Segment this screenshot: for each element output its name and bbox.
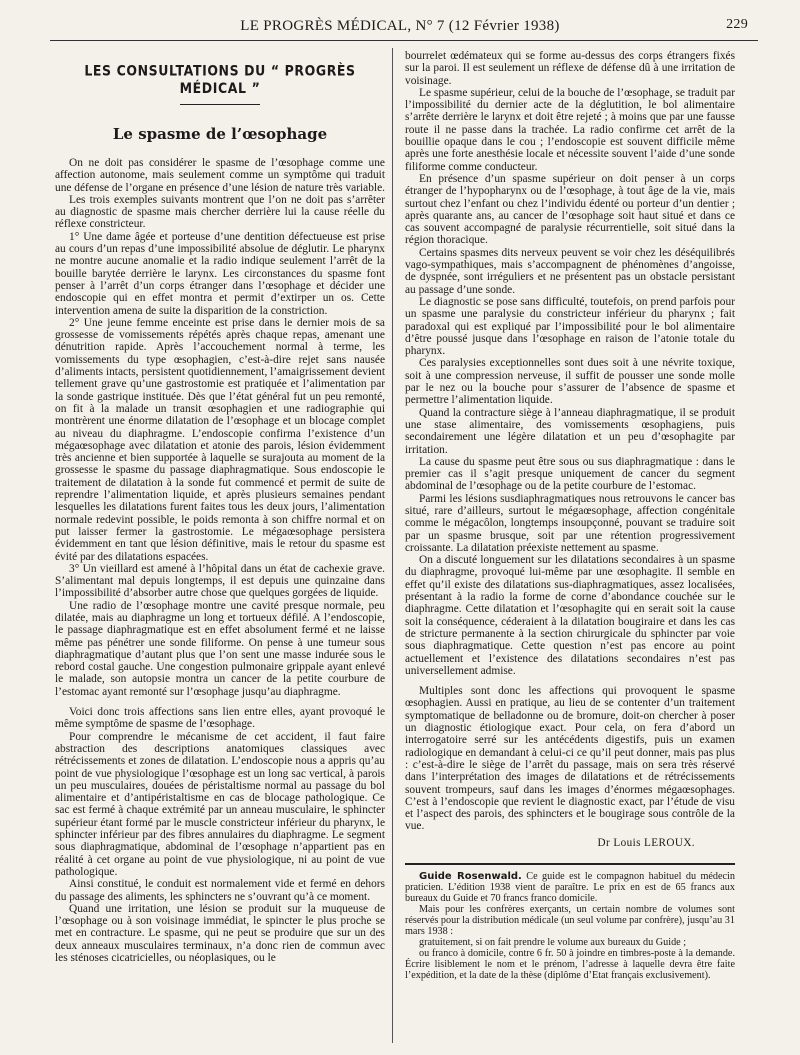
paragraph: Pour comprendre le mécanisme de cet accident, il faut faire abstraction des descriptions anatomiques classiques avec rétrécissements et zones de dilatation. L’endoscopie nous a appris qu’au point de vue physiologique l’œsophage est un long sac vertical, à parois un peu musculaires, douées de péristaltisme normal au passage du bol alimentaire et d’antipéristaltisme en cas de blocage pathologique. Ce sac est fermé à chaque extrémité par un anneau musculaire, le sphincter supérieur étant formé par le muscle constricteur inférieur du pharynx, le sphincter inférieur par des fibres annulaires du diaphragme. Le segment sous diaphragmatique, abdominal de l’œsophage n’appartient pas en réalité à cet organe au point de vue physiologique, ni au point de vue pathologique. bbox=[55, 730, 385, 878]
paragraph: En présence d’un spasme supérieur on doit penser à un corps étranger de l’hypopharynx ou de l’œsophage, à tout âge de la vie, mais surtout chez l’enfant ou chez l’individu édenté ou porteur d’un dentier ; après quarante ans, au cancer de l’œsophage soit haut situé et dans ce cas souvent accompagné de paralysie récurrentielle, soit situé dans la région thoracique. bbox=[405, 172, 735, 247]
notice-paragraph: gratuitement, si on fait prendre le volume aux bureaux du Guide ; bbox=[419, 936, 687, 948]
header-rule bbox=[50, 40, 758, 41]
paragraph: Le spasme supérieur, celui de la bouche de l’œsophage, se traduit par l’impossibilité du dernier acte de la déglutition, le bol alimentaire s’arrête derrière le larynx et doit être rejeté ; à moins que par une fausse route il ne passe dans la trachée. La radio confirme cet arrêt de la bouillie opaque dans le cou ; l’endoscopie est souvent difficile même après une forte anesthésie locale et nécessite souvent l’aide d’une sonde filiforme comme conducteur. bbox=[405, 86, 735, 173]
paragraph: Quand une irritation, une lésion se produit sur la muqueuse de l’œsophage ou à son voisinage immédiat, le spincter le plus proche se met en contracture. Le spasme, qui ne peut se produire que sur un des deux anneaux musculaires terminaux, n’a donc rien de commun avec les sténoses cicatricielles, ou néoplasiques, ou le bbox=[55, 902, 385, 964]
paragraph: 1° Une dame âgée et porteuse d’une dentition défectueuse est prise au cours d’un repas d’une impossibilité absolue de déglutir. Le pharynx ne montre aucune anomalie et la radio indique seulement l’arrêt de la bouille barytée derrière le larynx. Les circonstances du spasme font penser à l’arrêt d’un corps étranger dans l’œsophage et décider une endoscopie qui en effet montra et permit d’extirper un os. Cette intervention amena de suite la disparition de la constriction. bbox=[55, 230, 385, 317]
paragraph: 2° Une jeune femme enceinte est prise dans le dernier mois de sa grossesse de vomissements répétés après chaque repas, amenant une dénutrition rapide. Après l’accouchement normal à terme, les vomissements du type œsophagien, c’est-à-dire rejet sans nausée d’aliments intacts, persistent quotidiennement, l’amaigrissement devient tellement grave qu’une gastrostomie est pratiquée et l’alimentation par la sonde gastrique instituée. Dès que l’état général fut un peu remonté, on fit à la malade un transit œsophagien et une radiographie qui montrèrent une énorme dilatation de l’œsophage et un blocage complet au niveau du diaphragme. L’endoscopie confirma l’existence d’un mégaœsophage avec dilatation et atonie des parois, lésion évidemment très ancienne et bien supportée à laquelle se surajouta au moment de la grossesse le spasme du passage diaphragmatique. Sous endoscopie le traitement de dilatation à la sonde fut commencé et permit de suite de reprendre l’alimentation liquide, et après plusieurs semaines pendant lesquelles les dilatations furent faites tous les deux jours, l’alimentation normale redevint possible, le poids remonta à son chiffre normal et on put laisser fermer la gastrostomie. Le mégaœsophage persistera évidemment en tant que lésion définitive, mais le retour du spasme est évité par des dilatations espacées. bbox=[55, 316, 385, 563]
notice-paragraph bbox=[405, 871, 735, 904]
paragraph: bourrelet œdémateux qui se forme au-dessus des corps étrangers fixés sur la paroi. Il est seulement un réflexe de défense dû à une irritation de voisinage. bbox=[405, 50, 735, 87]
paragraph: Une radio de l’œsophage montre une cavité presque normale, peu dilatée, mais au diaphragme un long et tortueux défilé. A l’endoscopie, le passage diaphragmatique est en effet absolument fermé et ne laisse même pas pénétrer une sonde filiforme. On pense à une tumeur sous diaphragmatique d’autant plus que l’on sent une masse indurée sous le rebord costal gauche. Une congestion pulmonaire grippale ayant enlevé le malade, son autopsie montra un cancer de la petite courbure de l’estomac ayant remonté sur l’œsophage jusqu’au diaphragme. bbox=[55, 599, 385, 698]
notice-lead: Guide Rosenwald. bbox=[419, 870, 522, 882]
paragraph: On a discuté longuement sur les dilatations secondaires à un spasme du diaphragme, provoqué lui-même par une œsophagite. Il semble en effet qu’il existe des dilatations sus-diaphragmatiques, assez localisées, présentant à la radio la forme de corne d’abondance couchée sur le diaphragme. Cette dilatation et l’œsophagite qui en serait soit la cause soit la conséquence, céderaient à la dilatation bougiraire et dans les cas de stricture permanente à la section chirurgicale du sphincter par voie sous diaphragmatique. Cette question n’est pas encore au point actuellement et l’existence des dilatations secondaires n’est pas universellement admise. bbox=[405, 554, 735, 677]
journal-title: LE PROGRÈS MÉDICAL, N° 7 (12 Février 1938) bbox=[240, 17, 560, 34]
paragraph: Quand la contracture siège à l’anneau diaphragmatique, il se produit une stase alimentaire, des vomissements œsophagiens, puis secondairement une légère dilatation et un peu d’œsophagite par irritation. bbox=[405, 406, 735, 456]
notice-paragraph: Mais pour les confrères exerçants, un certain nombre de volumes sont réservés pour la distribution médicale (un seul volume par confrère), jusqu’au 31 mars 1938 : bbox=[405, 903, 735, 937]
paragraph: Parmi les lésions susdiaphragmatiques nous retrouvons le cancer bas situé, rare d’ailleurs, surtout le mégaœsophage, affection congénitale comme le mégacôlon, longtemps insoupçonné, pouvant se traduire soit par un spasme brusque, soit par une rétention progressivement croissante. La dilatation préexiste nettement au spasme. bbox=[405, 492, 735, 554]
paragraph: On ne doit pas considérer le spasme de l’œsophage comme une affection autonome, mais seulement comme un symptôme qui traduit une défense de l’organe en présence d’une lésion de nature très variable. bbox=[55, 157, 385, 194]
notice-paragraph: ou franco à domicile, contre 6 fr. 50 à joindre en timbres-poste à la demande. Écrire lisiblement le nom et le prénom, l’adresse à laquelle devra être faite l’expédition, et la date de la thèse (diplôme d’Etat français exclusivement). bbox=[405, 947, 735, 981]
paragraph: Multiples sont donc les affections qui provoquent le spasme œsophagien. Aussi en pratique, au lieu de se contenter d’un traitement symptomatique de belladonne ou de bromure, doit-on chercher à poser un diagnostic étiologique exact. Pour cela, on fera d’abord un interrogatoire serré sur les antécédents digestifs, puis un examen radiologique en demandant à celui-ci ce qu’il peut donner, mais pas plus : c’est-à-dire le siège de l’arrêt du passage, mais on sera très réservé dans l’interprétation des images de dilatations et de rétrécissements souvent trompeurs, sauf dans les images d’énormes mégaœsophages. C’est à l’endoscopie que revient le diagnostic exact, par l’étude de visu et l’aspect des parois, des sphincters et le bougirage sous contrôle de la vue. bbox=[405, 685, 735, 833]
notice-rule bbox=[405, 863, 735, 865]
paragraph: La cause du spasme peut être sous ou sus diaphragmatique : dans le premier cas il s’agit presque uniquement de cancer du segment abdominal de l’œsophage ou de la petite courbure de l’estomac. bbox=[405, 455, 735, 493]
paragraph: Les trois exemples suivants montrent que l’on ne doit pas s’arrêter au diagnostic de spasme mais chercher derrière lui la cause réelle du réflexe constricteur. bbox=[55, 193, 385, 231]
article-title: Le spasme de l’œsophage bbox=[112, 125, 328, 143]
paragraph: Ainsi constitué, le conduit est normalement vide et fermé en dehors du passage des aliments, les sphincters ne s’ouvrant qu’à ce moment. bbox=[55, 878, 385, 903]
page-header bbox=[40, 14, 760, 38]
paragraph: Ces paralysies exceptionnelles sont dues soit à une névrite toxique, soit à une compression nerveuse, il suffit de pousser une sonde molle par le nez ou la bouche pour s’assurer de l’absence de spasme et permettre l’alimentation liquide. bbox=[405, 357, 735, 407]
paragraph: Voici donc trois affections sans lien entre elles, ayant provoqué le même symptôme de spasme de l’œsophage. bbox=[55, 706, 385, 731]
section-title: LES CONSULTATIONS DU “ PROGRÈS MÉDICAL ” bbox=[84, 61, 356, 97]
page-number: 229 bbox=[726, 17, 748, 32]
title-rule bbox=[180, 104, 260, 105]
left-column bbox=[55, 50, 385, 964]
right-column bbox=[405, 50, 735, 981]
notice-box bbox=[405, 871, 735, 981]
paragraph: Certains spasmes dits nerveux peuvent se voir chez les déséquilibrés vago-sympathiques, mais s’accompagnent de phénomènes d’angoisse, de dyspnée, sont irréguliers et ne présentent pas un obstacle persistant au passage d’une sonde. bbox=[405, 246, 735, 296]
notice-text: Ce guide est le compagnon habituel du médecin praticien. L’édition 1938 vient de paraître. Le prix en est de 65 francs aux bureaux du Guide et 70 francs franco domicile. bbox=[405, 870, 735, 904]
spacer bbox=[405, 677, 735, 685]
paragraph: 3° Un vieillard est amené à l’hôpital dans un état de cachexie grave. S’alimentant mal depuis longtemps, il est depuis une quinzaine dans l’impossibilité d’absorber autre chose que quelques gorgées de liquide. bbox=[55, 562, 385, 600]
author-signature: Dr Louis LEROUX. bbox=[597, 836, 695, 849]
column-divider bbox=[392, 48, 393, 1043]
spacer bbox=[55, 698, 385, 706]
paragraph: Le diagnostic se pose sans difficulté, toutefois, on prend parfois pour un spasme une paralysie du constricteur inférieur du pharynx ; fait paradoxal qui est expliqué par l’impossibilité pour le bol alimentaire d’être poussé jusque dans l’œsophage en raison de l’atonie totale du pharynx. bbox=[405, 295, 735, 358]
